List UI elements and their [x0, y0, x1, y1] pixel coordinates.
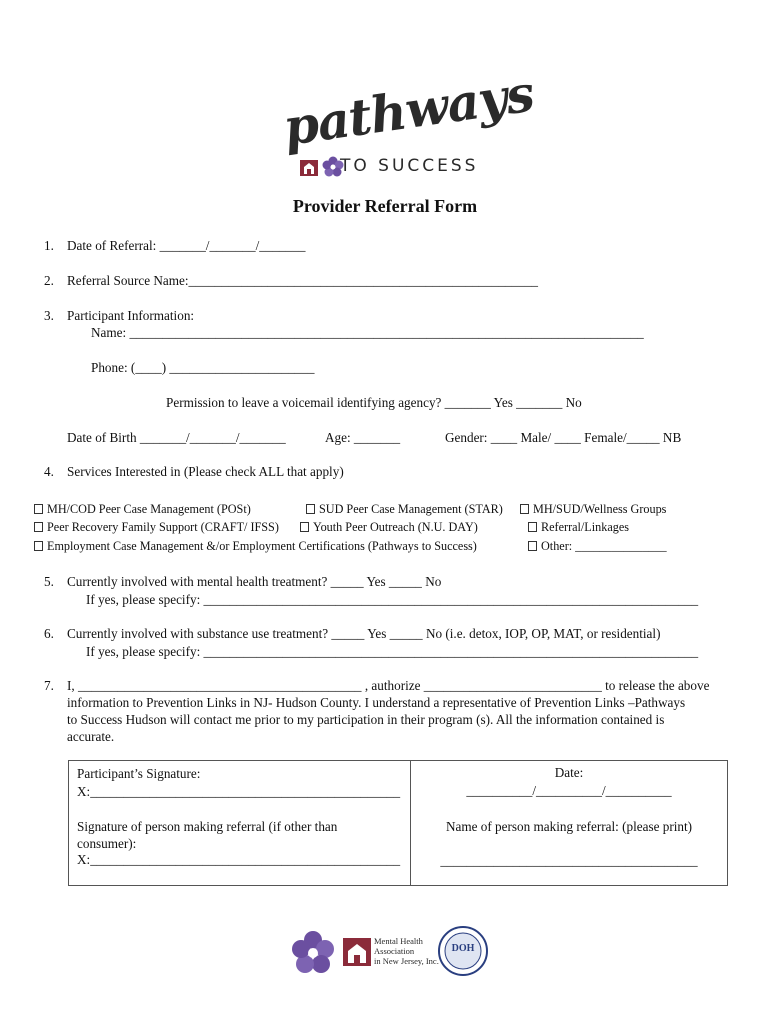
checkbox-icon[interactable] [34, 522, 43, 532]
service-option[interactable]: Referral/Linkages [528, 520, 629, 535]
voicemail-permission-field[interactable]: Permission to leave a voicemail identifying agency? _______ Yes _______ No [166, 395, 582, 410]
services-label: Services Interested in (Please check ALL that apply) [67, 464, 344, 479]
checkbox-icon[interactable] [306, 504, 315, 514]
date-label: Date: [554, 765, 584, 780]
date-of-referral-field[interactable]: Date of Referral: _______/_______/_______ [67, 238, 306, 253]
referrer-signature-label-2: consumer): [77, 836, 137, 851]
signature-table [68, 760, 728, 886]
service-option[interactable]: Other: _______________ [528, 539, 667, 554]
footer-logos [290, 924, 490, 980]
date-of-birth-field[interactable]: Date of Birth _______/_______/_______ [67, 430, 286, 445]
participant-info-label: Participant Information: [67, 308, 195, 323]
doh-seal-text: DOH [451, 943, 475, 954]
referrer-signature-field[interactable]: X:_______________________________________________ [77, 852, 401, 867]
flower-logo-icon [290, 930, 336, 976]
phone-field[interactable]: Phone: (____) ______________________ [91, 360, 315, 375]
referrer-name-label: Name of person making referral: (please print) [445, 819, 693, 834]
service-option[interactable]: Peer Recovery Family Support (CRAFT/ IFSS) [34, 520, 279, 535]
participant-signature-field[interactable]: X:_______________________________________________ [77, 784, 401, 799]
referral-source-field[interactable]: Referral Source Name:_____________________________________________________ [67, 273, 539, 288]
participant-signature-label: Participant’s Signature: [77, 766, 201, 781]
house-icon [298, 156, 320, 178]
checkbox-icon[interactable] [520, 504, 529, 514]
pathways-logo [279, 63, 538, 188]
checkbox-icon[interactable] [34, 504, 43, 514]
gender-field[interactable]: Gender: ____ Male/ ____ Female/_____ NB [445, 430, 682, 445]
logo-subtitle: TO SUCCESS [340, 156, 479, 176]
checkbox-icon[interactable] [300, 522, 309, 532]
mental-health-specify-field[interactable]: If yes, please specify: ___________________________________________________________________________ [86, 592, 699, 607]
q4-number: 4. [44, 464, 54, 479]
form-title: Provider Referral Form [292, 196, 478, 216]
service-option[interactable]: Youth Peer Outreach (N.U. DAY) [300, 520, 478, 535]
q5-number: 5. [44, 574, 54, 589]
q7-number: 7. [44, 678, 54, 693]
referrer-signature-label: Signature of person making referral (if other than [77, 819, 338, 834]
q6-number: 6. [44, 626, 54, 641]
referrer-name-field[interactable]: _______________________________________ [440, 853, 698, 868]
service-option[interactable]: Employment Case Management &/or Employment Certifications (Pathways to Success) [34, 539, 477, 554]
authorization-line-4: accurate. [67, 729, 115, 744]
service-option[interactable]: SUD Peer Case Management (STAR) [306, 502, 503, 517]
mha-house-icon [342, 936, 372, 968]
substance-use-specify-field[interactable]: If yes, please specify: ___________________________________________________________________________ [86, 644, 699, 659]
mental-health-treatment-field[interactable]: Currently involved with mental health treatment? _____ Yes _____ No [67, 574, 442, 589]
authorization-line-2: information to Prevention Links in NJ- Hudson County. I understand a representative of Prevention Links –Pathways [67, 695, 686, 710]
participant-name-field[interactable]: Name: ______________________________________________________________________________ [91, 325, 644, 340]
substance-use-treatment-field[interactable]: Currently involved with substance use treatment? _____ Yes _____ No (i.e. detox, IOP, OP, MAT, or residential) [67, 626, 661, 641]
service-option[interactable]: MH/SUD/Wellness Groups [520, 502, 666, 517]
q1-number: 1. [44, 238, 54, 253]
service-option[interactable]: MH/COD Peer Case Management (POSt) [34, 502, 251, 517]
age-field[interactable]: Age: _______ [325, 430, 401, 445]
checkbox-icon[interactable] [34, 541, 43, 551]
checkbox-icon[interactable] [528, 522, 537, 532]
signature-date-field[interactable]: __________/__________/__________ [466, 783, 672, 798]
authorization-line-3: to Success Hudson will contact me prior to my participation in their program (s). All the information contained is [67, 712, 665, 727]
q2-number: 2. [44, 273, 54, 288]
logo-script-text: pathways [279, 63, 538, 157]
authorization-line-1[interactable]: I, ___________________________________________ , authorize ___________________________ to release the above [67, 678, 710, 693]
mha-text: Mental Health Association in New Jersey, Inc. [374, 936, 439, 966]
q3-number: 3. [44, 308, 54, 323]
checkbox-icon[interactable] [528, 541, 537, 551]
